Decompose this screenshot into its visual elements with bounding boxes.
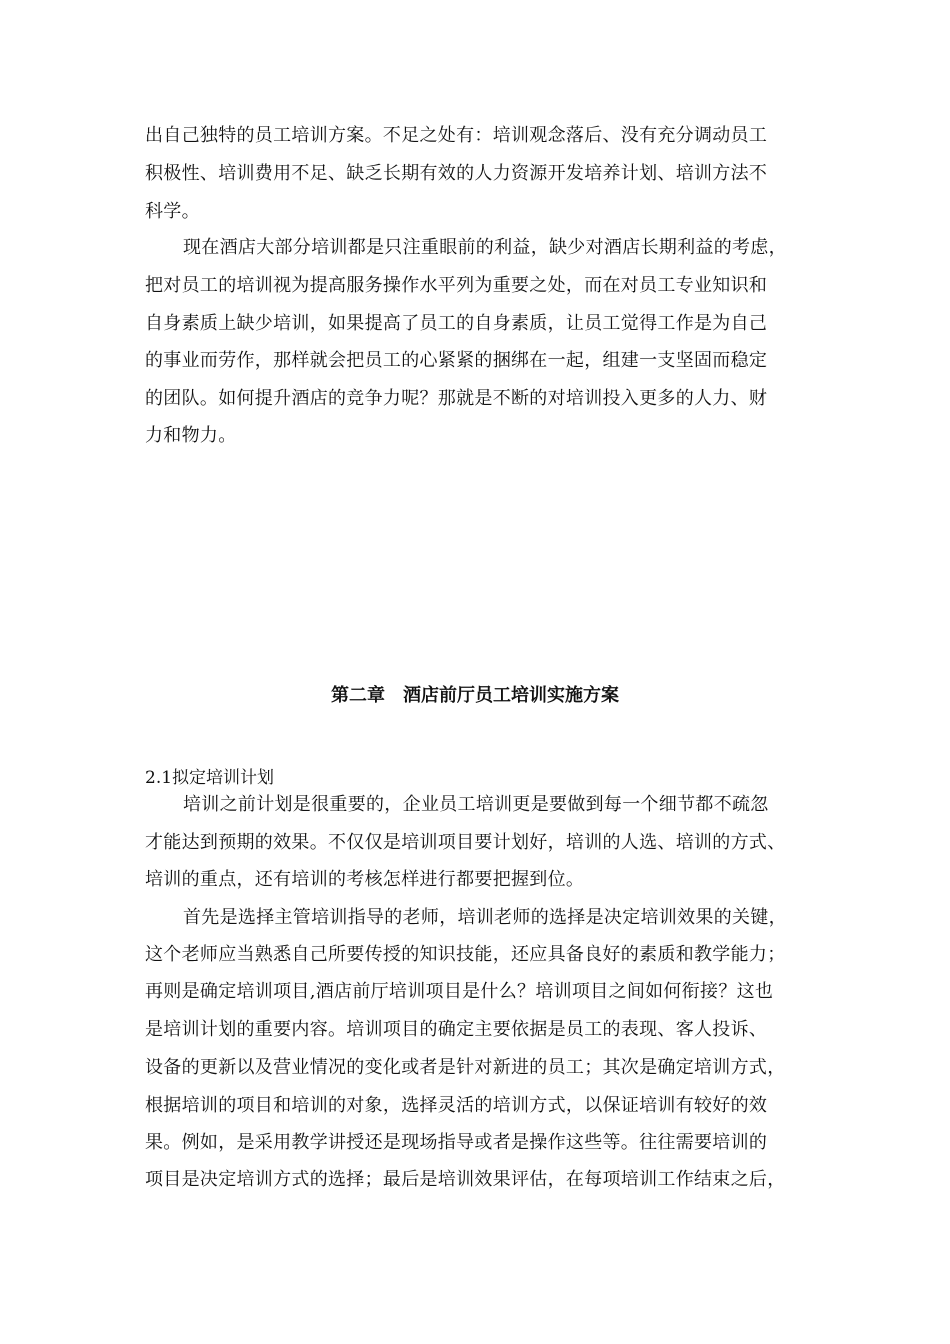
section-heading: 2.1拟定培训计划 (145, 768, 275, 788)
paragraph2-line-2: 把对员工的培训视为提高服务操作水平列为重要之处，而在对员工专业知识和 (145, 275, 768, 296)
paragraph4-line-4: 是培训计划的重要内容。培训项目的确定主要依据是员工的表现、客人投诉、 (145, 1019, 768, 1040)
paragraph2-line-1: 现在酒店大部分培训都是只注重眼前的利益，缺少对酒店长期利益的考虑， (183, 237, 787, 258)
paragraph2-line-3: 自身素质上缺少培训，如果提高了员工的自身素质，让员工觉得工作是为自己 (145, 313, 768, 334)
chapter-title: 第二章 酒店前厅员工培训实施方案 (331, 685, 619, 706)
paragraph2-line-4: 的事业而劳作，那样就会把员工的心紧紧的捆绑在一起，组建一支坚固而稳定 (145, 350, 768, 371)
paragraph4-line-7: 果。例如，是采用教学讲授还是现场指导或者是操作这些等。往往需要培训的 (145, 1132, 768, 1153)
paragraph2-line-6: 力和物力。 (145, 425, 237, 446)
paragraph4-line-3: 再则是确定培训项目,酒店前厅培训项目是什么？培训项目之间如何衔接？这也 (145, 981, 774, 1002)
paragraph3-line-2: 才能达到预期的效果。不仅仅是培训项目要计划好，培训的人选、培训的方式、 (145, 832, 786, 853)
paragraph3-line-3: 培训的重点，还有培训的考核怎样进行都要把握到位。 (145, 869, 585, 890)
paragraph4-line-1: 首先是选择主管培训指导的老师，培训老师的选择是决定培训效果的关键， (183, 907, 787, 928)
paragraph4-line-6: 根据培训的项目和培训的对象，选择灵活的培训方式，以保证培训有较好的效 (145, 1095, 768, 1116)
paragraph4-line-8: 项目是决定培训方式的选择；最后是培训效果评估，在每项培训工作结束之后， (145, 1169, 786, 1190)
paragraph1-line-2: 积极性、培训费用不足、缺乏长期有效的人力资源开发培养计划、培训方法不 (145, 163, 768, 184)
paragraph4-line-5: 设备的更新以及营业情况的变化或者是针对新进的员工；其次是确定培训方式， (145, 1057, 786, 1078)
paragraph1-line-1: 出自己独特的员工培训方案。不足之处有：培训观念落后、没有充分调动员工 (145, 125, 768, 146)
paragraph4-line-2: 这个老师应当熟悉自己所要传授的知识技能，还应具备良好的素质和教学能力； (145, 944, 786, 965)
paragraph2-line-5: 的团队。如何提升酒店的竞争力呢？那就是不断的对培训投入更多的人力、财 (145, 388, 768, 409)
paragraph3-line-1: 培训之前计划是很重要的，企业员工培训更是要做到每一个细节都不疏忽 (183, 794, 769, 815)
paragraph1-line-3: 科学。 (145, 201, 200, 222)
